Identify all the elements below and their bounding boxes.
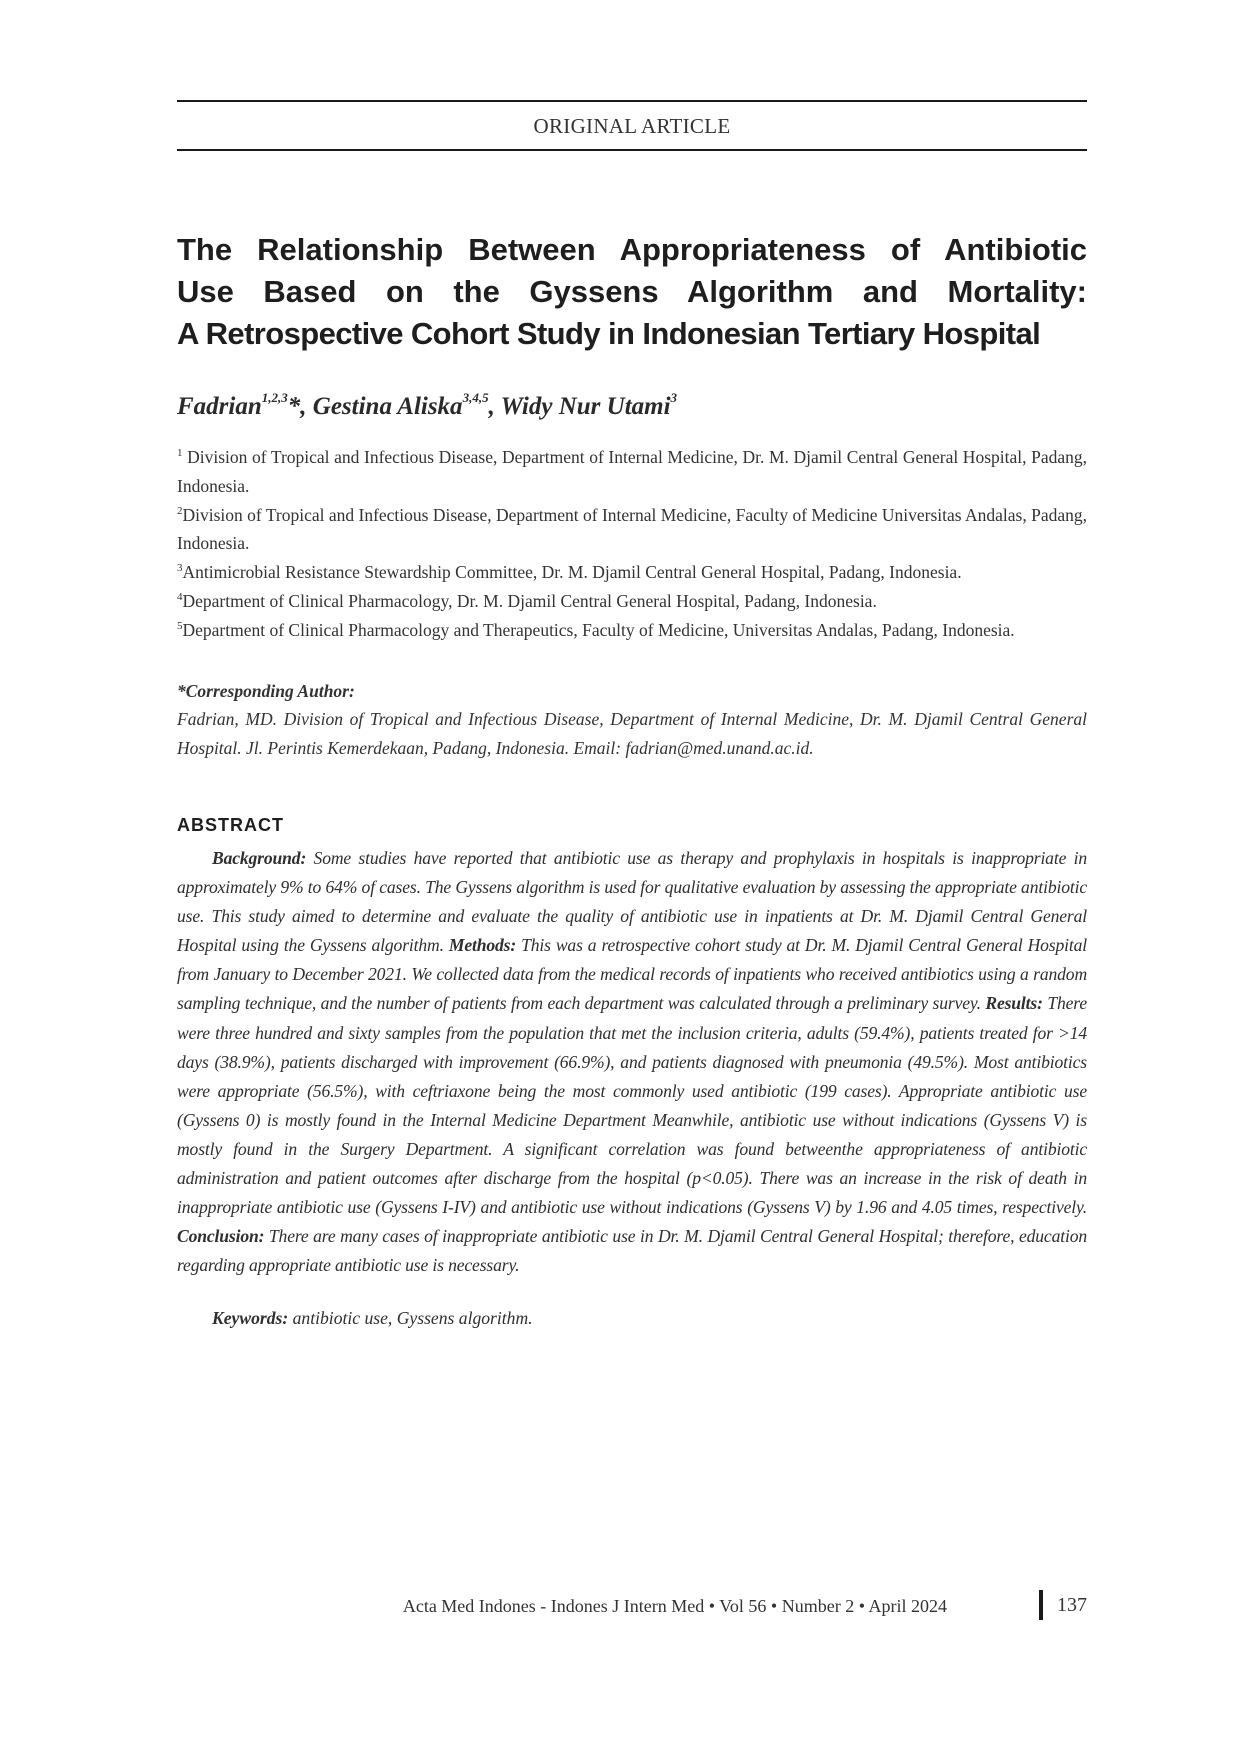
corresponding-details: Fadrian, MD. Division of Tropical and Infectious Disease, Department of Internal Medicine, Dr. M. Djamil Central General Hospital. Jl. Perintis Kemerdekaan, Padang, Indonesia. Email: fadrian@med.unand.ac.id. [177, 709, 1087, 759]
page-footer [177, 1590, 1087, 1624]
corresponding-heading: *Corresponding Author: [177, 680, 355, 701]
author-affiliation-marks: 3 [670, 390, 678, 405]
affiliation-item [177, 443, 1087, 501]
corresponding-mark: * [287, 393, 301, 420]
results-label: Results: [985, 993, 1043, 1014]
affiliation-number: 1 [177, 447, 183, 459]
keywords-label: Keywords: [212, 1308, 289, 1329]
affiliation-text: Department of Clinical Pharmacology and Therapeutics, Faculty of Medicine, Universitas Andalas, Padang, Indonesia. [182, 619, 1015, 640]
author-separator: , [300, 393, 313, 420]
corresponding-author [177, 677, 1087, 763]
affiliation-item [177, 501, 1087, 559]
affiliation-number: 4 [177, 590, 183, 603]
methods-label: Methods: [448, 935, 517, 956]
title-line-2: Use Based on the Gyssens Algorithm and Mortality: [177, 274, 1087, 309]
author-name: Gestina Aliska [312, 393, 463, 420]
methods-text: This was a retrospective cohort study at Dr. M. Djamil Central General Hospital from January to December 2021. We collected data from the medical records of inpatients who received antibiotics using a random sampling technique, and the number of patients from each department was calculated through a preliminary survey. [177, 935, 1088, 1014]
affiliation-item [177, 558, 1087, 587]
author-list [177, 390, 1087, 421]
author-separator: , [488, 393, 501, 420]
affiliation-item [177, 587, 1087, 616]
page-number: 137 [1057, 1594, 1087, 1616]
affiliation-number: 2 [177, 504, 183, 517]
article-title [177, 229, 1087, 355]
background-label: Background: [212, 847, 307, 868]
section-rule [177, 149, 1087, 151]
journal-citation: Acta Med Indones - Indones J Intern Med • Vol 56 • Number 2 • April 2024 [402, 1596, 947, 1616]
affiliation-text: Antimicrobial Resistance Stewardship Committee, Dr. M. Djamil Central General Hospital, Padang, Indonesia. [182, 562, 962, 583]
author-affiliation-marks: 3,4,5 [462, 390, 489, 405]
affiliation-text: Division of Tropical and Infectious Disease, Department of Internal Medicine, Dr. M. Djamil Central General Hospital, Padang, Indonesia. [177, 447, 1087, 496]
section-label: ORIGINAL ARTICLE [533, 114, 731, 138]
affiliation-item [177, 616, 1087, 645]
author-affiliation-marks: 1,2,3 [261, 390, 288, 405]
footer-divider [1039, 1590, 1043, 1620]
conclusion-text: There are many cases of inappropriate antibiotic use in Dr. M. Djamil Central General Hospital; therefore, education regarding appropriate antibiotic use is necessary. [177, 1226, 1087, 1276]
article-page [177, 100, 1087, 1329]
abstract-text [177, 844, 1087, 1280]
results-text: There were three hundred and sixty samples from the population that met the inclusion criteria, adults (59.4%), patients treated for >14 days (38.9%), patients discharged with improvement (66.9%), and patients diagnosed with pneumonia (49.5%). Most antibiotics were appropriate (56.5%), with ceftriaxone being the most commonly used antibiotic (199 cases). Appropriate antibiotic use (Gyssens 0) is mostly found in the Internal Medicine Department Meanwhile, antibiotic use without indications (Gyssens V) is mostly found in the Surgery Department. A significant correlation was found betweenthe appropriateness of antibiotic administration and patient outcomes after discharge from the hospital (p<0.05). There was an increase in the risk of death in inappropriate antibiotic use (Gyssens I-IV) and antibiotic use without indications (Gyssens V) by 1.96 and 4.05 times, respectively. [177, 993, 1087, 1218]
affiliation-text: Department of Clinical Pharmacology, Dr. M. Djamil Central General Hospital, Padang, Indonesia. [182, 590, 877, 611]
conclusion-label: Conclusion: [177, 1226, 265, 1247]
affiliation-number: 5 [177, 619, 183, 632]
affiliation-text: Division of Tropical and Infectious Disease, Department of Internal Medicine, Faculty of Medicine Universitas Andalas, Padang, Indonesia. [177, 504, 1087, 554]
affiliation-number: 3 [177, 562, 183, 575]
author-name: Widy Nur Utami [500, 393, 671, 420]
keywords [177, 1308, 1087, 1329]
title-line-1: The Relationship Between Appropriateness of Antibiotic [177, 232, 1087, 267]
background-text: Some studies have reported that antibiotic use as therapy and prophylaxis in hospitals is inappropriate in approximately 9% to 64% of cases. The Gyssens algorithm is used for qualitative evaluation by assessing the appropriate antibiotic use. This study aimed to determine and evaluate the quality of antibiotic use in inpatients at Dr. M. Djamil Central General Hospital using the Gyssens algorithm. [177, 847, 1087, 956]
affiliation-list [177, 443, 1087, 645]
keywords-text: antibiotic use, Gyssens algorithm. [288, 1308, 533, 1329]
abstract-heading: ABSTRACT [177, 814, 284, 835]
author-name: Fadrian [177, 393, 262, 420]
title-line-3: A Retrospective Cohort Study in Indonesian Tertiary Hospital [177, 316, 1041, 351]
